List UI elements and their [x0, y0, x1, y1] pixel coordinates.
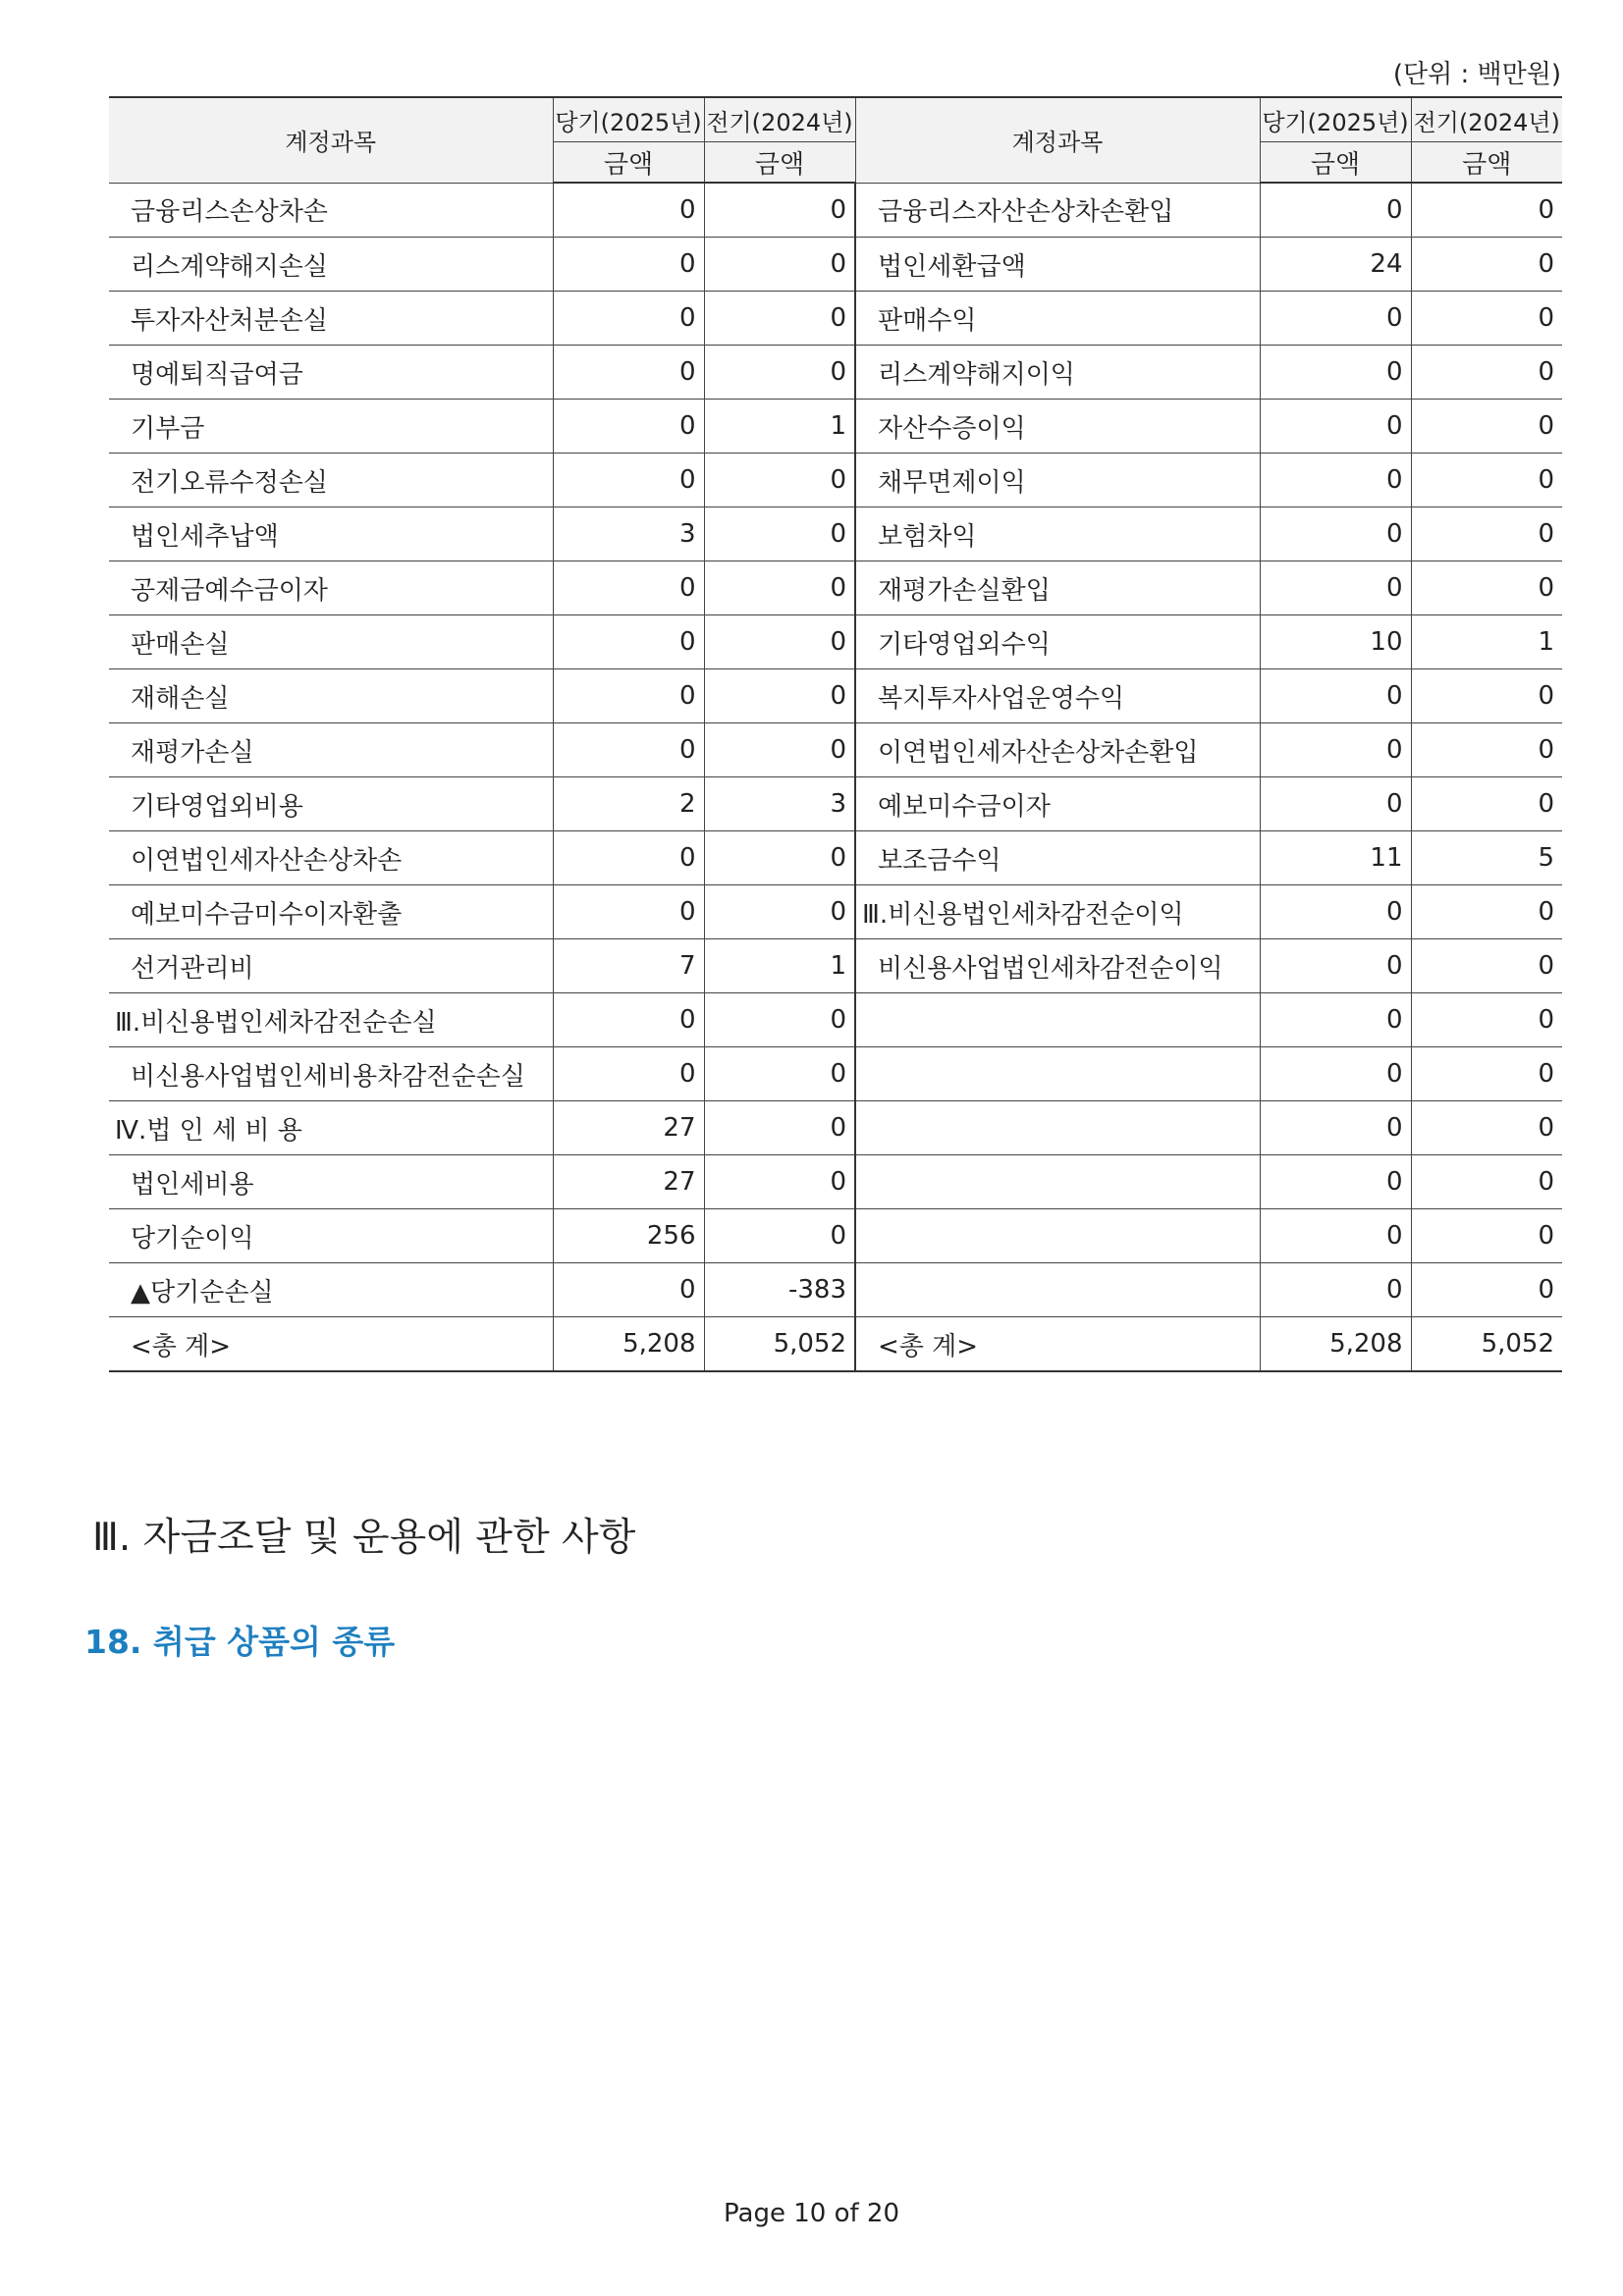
account-left: 선거관리비 [109, 939, 553, 993]
amount-prior-right: 0 [1411, 939, 1562, 993]
account-left: 판매손실 [109, 615, 553, 669]
amount-current-left: 5,208 [553, 1317, 704, 1372]
account-left: 투자자산처분손실 [109, 292, 553, 346]
amount-current-right: 0 [1260, 183, 1411, 238]
amount-current-left: 0 [553, 292, 704, 346]
amount-prior-right: 0 [1411, 454, 1562, 507]
amount-current-right: 0 [1260, 1209, 1411, 1263]
table-row [109, 831, 1562, 885]
amount-current-left: 3 [553, 507, 704, 561]
table-row [109, 1263, 1562, 1317]
amount-current-right: 0 [1260, 507, 1411, 561]
account-left: 당기순이익 [109, 1209, 553, 1263]
account-right: 판매수익 [855, 292, 1260, 346]
amount-current-left: 256 [553, 1209, 704, 1263]
amount-prior-right: 0 [1411, 346, 1562, 400]
amount-current-left: 0 [553, 831, 704, 885]
account-right [855, 1263, 1260, 1317]
amount-prior-left: 0 [704, 1155, 855, 1209]
account-right: 기타영업외수익 [855, 615, 1260, 669]
header-amount: 금액 [704, 142, 855, 184]
amount-prior-right: 0 [1411, 777, 1562, 831]
account-left: 법인세추납액 [109, 507, 553, 561]
table-row [109, 615, 1562, 669]
amount-current-right: 0 [1260, 1101, 1411, 1155]
account-right [855, 1155, 1260, 1209]
amount-current-right: 0 [1260, 1263, 1411, 1317]
table-row [109, 993, 1562, 1047]
amount-current-right: 0 [1260, 454, 1411, 507]
table-row [109, 777, 1562, 831]
header-account-left: 계정과목 [109, 97, 553, 183]
amount-prior-left: 0 [704, 723, 855, 777]
amount-prior-left: 5,052 [704, 1317, 855, 1372]
income-statement-table [109, 96, 1562, 1372]
amount-current-right: 0 [1260, 400, 1411, 454]
account-right [855, 1209, 1260, 1263]
amount-current-left: 0 [553, 346, 704, 400]
amount-current-right: 0 [1260, 346, 1411, 400]
amount-prior-right: 0 [1411, 292, 1562, 346]
amount-prior-right: 5,052 [1411, 1317, 1562, 1372]
account-right: 보조금수익 [855, 831, 1260, 885]
amount-current-left: 0 [553, 1263, 704, 1317]
amount-prior-left: 0 [704, 1047, 855, 1101]
account-right: 보험차익 [855, 507, 1260, 561]
amount-current-left: 0 [553, 400, 704, 454]
amount-current-left: 27 [553, 1155, 704, 1209]
amount-prior-left: 0 [704, 183, 855, 238]
header-amount: 금액 [1411, 142, 1562, 184]
amount-prior-right: 0 [1411, 1263, 1562, 1317]
amount-current-right: 11 [1260, 831, 1411, 885]
account-right: Ⅲ.비신용법인세차감전순이익 [855, 885, 1260, 939]
amount-current-right: 0 [1260, 292, 1411, 346]
amount-prior-right: 0 [1411, 400, 1562, 454]
amount-prior-left: 0 [704, 346, 855, 400]
table-row [109, 454, 1562, 507]
page-number: Page 10 of 20 [724, 2199, 899, 2228]
account-left: 이연법인세자산손상차손 [109, 831, 553, 885]
table-row [109, 723, 1562, 777]
account-left: ▲당기순손실 [109, 1263, 553, 1317]
amount-prior-left: 0 [704, 561, 855, 615]
account-left: Ⅲ.비신용법인세차감전순손실 [109, 993, 553, 1047]
table-row [109, 400, 1562, 454]
amount-current-left: 7 [553, 939, 704, 993]
table-row [109, 1209, 1562, 1263]
amount-prior-right: 1 [1411, 615, 1562, 669]
table-row [109, 939, 1562, 993]
account-right: 금융리스자산손상차손환입 [855, 183, 1260, 238]
amount-current-right: 0 [1260, 777, 1411, 831]
account-left: 공제금예수금이자 [109, 561, 553, 615]
amount-prior-left: 0 [704, 1101, 855, 1155]
account-right: 채무면제이익 [855, 454, 1260, 507]
header-amount: 금액 [1260, 142, 1411, 184]
account-left: 비신용사업법인세비용차감전순손실 [109, 1047, 553, 1101]
account-left: 기부금 [109, 400, 553, 454]
amount-prior-right: 0 [1411, 993, 1562, 1047]
amount-current-left: 2 [553, 777, 704, 831]
table-row [109, 1047, 1562, 1101]
header-account-right: 계정과목 [855, 97, 1260, 183]
account-right: <총 계> [855, 1317, 1260, 1372]
amount-current-left: 0 [553, 454, 704, 507]
amount-prior-right: 0 [1411, 507, 1562, 561]
amount-current-left: 0 [553, 1047, 704, 1101]
table-row [109, 346, 1562, 400]
amount-current-right: 0 [1260, 561, 1411, 615]
amount-current-right: 0 [1260, 723, 1411, 777]
account-right: 예보미수금이자 [855, 777, 1260, 831]
account-left: 기타영업외비용 [109, 777, 553, 831]
unit-label: (단위 : 백만원) [1392, 60, 1561, 89]
amount-prior-right: 0 [1411, 1155, 1562, 1209]
amount-current-right: 0 [1260, 885, 1411, 939]
amount-prior-right: 0 [1411, 238, 1562, 292]
subsection-title: 18. 취급 상품의 종류 [84, 1623, 396, 1661]
account-right: 재평가손실환입 [855, 561, 1260, 615]
amount-current-left: 0 [553, 723, 704, 777]
amount-prior-left: 1 [704, 939, 855, 993]
section-title: Ⅲ. 자금조달 및 운용에 관한 사항 [92, 1516, 636, 1560]
table-row [109, 238, 1562, 292]
amount-prior-left: 0 [704, 507, 855, 561]
account-left: 금융리스손상차손 [109, 183, 553, 238]
header-current-period-left: 당기(2025년) [553, 97, 704, 142]
account-left: 재해손실 [109, 669, 553, 723]
account-right: 자산수증이익 [855, 400, 1260, 454]
amount-current-right: 0 [1260, 669, 1411, 723]
amount-prior-left: 0 [704, 831, 855, 885]
account-left: 재평가손실 [109, 723, 553, 777]
amount-current-left: 0 [553, 885, 704, 939]
amount-current-left: 0 [553, 993, 704, 1047]
amount-prior-right: 0 [1411, 723, 1562, 777]
header-amount: 금액 [553, 142, 704, 184]
amount-prior-left: 0 [704, 885, 855, 939]
account-right: 이연법인세자산손상차손환입 [855, 723, 1260, 777]
amount-current-right: 0 [1260, 1155, 1411, 1209]
amount-prior-right: 0 [1411, 885, 1562, 939]
amount-prior-right: 0 [1411, 1101, 1562, 1155]
amount-current-left: 0 [553, 238, 704, 292]
amount-current-left: 0 [553, 183, 704, 238]
table-row [109, 1317, 1562, 1372]
amount-current-right: 10 [1260, 615, 1411, 669]
header-current-period-right: 당기(2025년) [1260, 97, 1411, 142]
table-row [109, 183, 1562, 238]
amount-prior-left: 0 [704, 1209, 855, 1263]
amount-prior-left: 0 [704, 454, 855, 507]
account-left: Ⅳ.법 인 세 비 용 [109, 1101, 553, 1155]
table-row [109, 885, 1562, 939]
account-left: 전기오류수정손실 [109, 454, 553, 507]
amount-current-right: 0 [1260, 993, 1411, 1047]
amount-current-right: 5,208 [1260, 1317, 1411, 1372]
amount-current-right: 24 [1260, 238, 1411, 292]
amount-current-left: 0 [553, 615, 704, 669]
amount-current-left: 0 [553, 669, 704, 723]
amount-prior-right: 0 [1411, 1209, 1562, 1263]
table-row [109, 507, 1562, 561]
account-left: 리스계약해지손실 [109, 238, 553, 292]
table-row [109, 1155, 1562, 1209]
amount-prior-left: 0 [704, 615, 855, 669]
header-prior-period-right: 전기(2024년) [1411, 97, 1562, 142]
table-row [109, 669, 1562, 723]
amount-prior-left: 0 [704, 993, 855, 1047]
table-row [109, 561, 1562, 615]
table-row [109, 1101, 1562, 1155]
account-right [855, 1047, 1260, 1101]
amount-current-left: 0 [553, 561, 704, 615]
amount-prior-right: 0 [1411, 183, 1562, 238]
amount-prior-left: 0 [704, 238, 855, 292]
table-row [109, 292, 1562, 346]
amount-current-right: 0 [1260, 939, 1411, 993]
amount-prior-right: 0 [1411, 1047, 1562, 1101]
account-left: 예보미수금미수이자환출 [109, 885, 553, 939]
account-right: 법인세환급액 [855, 238, 1260, 292]
amount-current-left: 27 [553, 1101, 704, 1155]
account-left: <총 계> [109, 1317, 553, 1372]
amount-prior-left: 1 [704, 400, 855, 454]
amount-prior-right: 0 [1411, 561, 1562, 615]
account-right [855, 993, 1260, 1047]
account-right: 비신용사업법인세차감전순이익 [855, 939, 1260, 993]
amount-prior-left: 3 [704, 777, 855, 831]
amount-prior-left: 0 [704, 292, 855, 346]
account-left: 법인세비용 [109, 1155, 553, 1209]
amount-prior-right: 5 [1411, 831, 1562, 885]
amount-prior-left: 0 [704, 669, 855, 723]
header-prior-period-left: 전기(2024년) [704, 97, 855, 142]
amount-prior-left: -383 [704, 1263, 855, 1317]
amount-prior-right: 0 [1411, 669, 1562, 723]
account-left: 명예퇴직급여금 [109, 346, 553, 400]
account-right [855, 1101, 1260, 1155]
account-right: 복지투자사업운영수익 [855, 669, 1260, 723]
account-right: 리스계약해지이익 [855, 346, 1260, 400]
amount-current-right: 0 [1260, 1047, 1411, 1101]
